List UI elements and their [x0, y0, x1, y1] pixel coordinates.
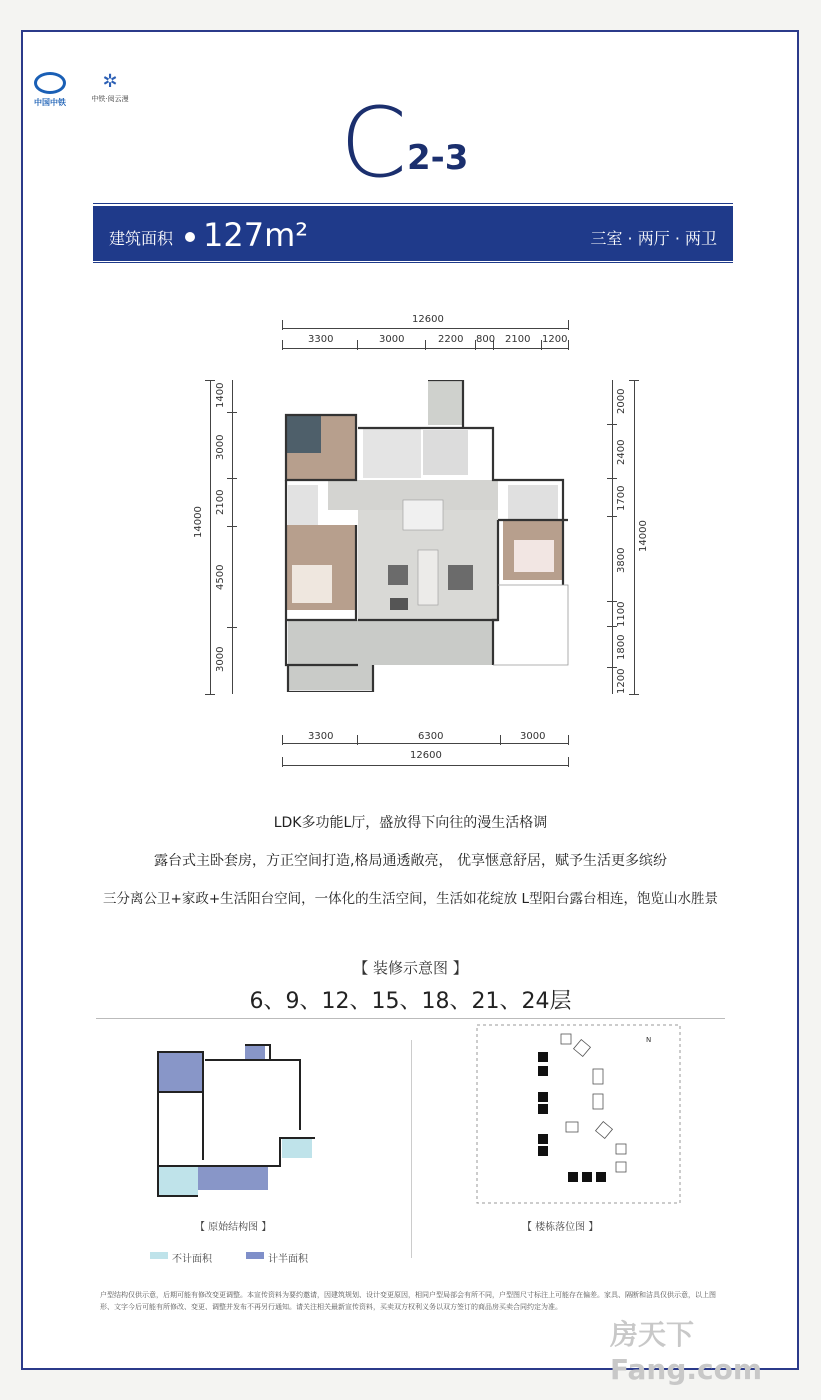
right-dimension: 1700	[616, 485, 627, 511]
left-total-line	[210, 380, 211, 694]
legend-label-excluded: 不计面积	[172, 1254, 212, 1265]
dim-tick	[282, 735, 283, 745]
top-dimension: 3000	[379, 334, 405, 345]
left-dimension: 2100	[215, 489, 226, 515]
right-dimension: 2000	[616, 388, 627, 414]
building-location-diagram	[476, 1024, 681, 1204]
dim-tick	[607, 424, 617, 425]
bottom-total-line	[282, 765, 568, 766]
unit-type-number: 2-3	[407, 138, 469, 178]
right-dimension: 1100	[616, 601, 627, 627]
watermark: 房天下 Fang.com	[610, 1318, 763, 1386]
north-indicator: N	[646, 1036, 652, 1044]
disclaimer-text: 户型结构仅供示意，后期可能有修改变更调整。本宣传资料为要约邀请，因建筑规划、设计变更原因，相同户型局部会有所不同，户型图尺寸标注上可能存在偏差。家具、隔断和洁具仅供示意，以上图形、文字今后可能有所修改、变更、调整并发布不再另行通知。请关注相关最新宣传资料，买卖双方权利义务以双方签订的商品房买卖合同约定为准。	[100, 1291, 716, 1311]
column-divider	[411, 1040, 412, 1258]
bottom-dimension: 3300	[308, 731, 334, 742]
left-total-dimension: 14000	[193, 506, 204, 538]
unit-type-letter: C	[340, 87, 408, 199]
top-dimension: 3300	[308, 334, 334, 345]
dim-tick	[227, 526, 237, 527]
dim-tick	[282, 340, 283, 350]
crec-logo-text: 中国中铁	[34, 98, 66, 107]
dim-tick	[568, 340, 569, 350]
top-total-line	[282, 328, 568, 329]
bottom-total-dimension: 12600	[410, 750, 442, 761]
dim-tick	[568, 320, 569, 330]
section-divider	[96, 1018, 725, 1019]
dim-tick	[500, 735, 501, 745]
top-dimension: 800	[476, 334, 496, 345]
right-dimension: 1200	[616, 668, 627, 694]
top-total-dimension: 12600	[412, 314, 444, 325]
dim-tick	[607, 516, 617, 517]
original-structure-diagram	[150, 1040, 325, 1200]
crec-logo-icon	[34, 72, 66, 94]
feature-line: LDK多功能L厅，盛放得下向往的漫生活格调	[273, 815, 548, 831]
right-dimension: 1800	[616, 634, 627, 660]
area-label: 建筑面积	[109, 229, 174, 248]
left-dimension: 1400	[215, 382, 226, 408]
left-segment-line	[232, 380, 233, 694]
area-banner	[93, 206, 733, 261]
project-logo	[86, 72, 134, 104]
floor-plan-illustration	[278, 380, 574, 692]
area-value: 127m²	[203, 216, 309, 254]
dim-tick	[629, 694, 639, 695]
right-total-line	[634, 380, 635, 694]
right-segment-line	[612, 380, 613, 694]
bottom-dimension: 3000	[520, 731, 546, 742]
dim-tick	[425, 340, 426, 350]
left-dimension: 4500	[215, 564, 226, 590]
feature-line: 三分离公卫+家政+生活阳台空间，一体化的生活空间，生活如花绽放 L型阳台露台相连，饱览山水胜景	[103, 891, 718, 907]
original-structure-caption: 【 原始结构图 】	[195, 1222, 272, 1233]
dim-tick	[357, 735, 358, 745]
dim-tick	[227, 412, 237, 413]
dim-tick	[607, 478, 617, 479]
banner-bottom-rule	[93, 262, 733, 263]
dim-tick	[357, 340, 358, 350]
applicable-floors: 6、9、12、15、18、21、24层	[249, 989, 572, 1014]
flower-logo-icon: ✲	[102, 71, 118, 92]
room-config: 三室 · 两厅 · 两卫	[590, 229, 717, 248]
legend-swatch-half	[246, 1252, 264, 1259]
top-dimension: 2200	[438, 334, 464, 345]
dim-tick	[205, 380, 215, 381]
bottom-segment-line	[282, 743, 568, 744]
bottom-dimension: 6300	[418, 731, 444, 742]
dim-tick	[282, 757, 283, 767]
dim-tick	[568, 757, 569, 767]
building-location-caption: 【 楼栋落位图 】	[522, 1222, 599, 1233]
legend-label-half: 计半面积	[268, 1254, 308, 1265]
left-dimension: 3000	[215, 646, 226, 672]
dim-tick	[568, 735, 569, 745]
dim-tick	[282, 320, 283, 330]
top-dimension: 2100	[505, 334, 531, 345]
left-dimension: 3000	[215, 434, 226, 460]
right-dimension: 2400	[616, 439, 627, 465]
dim-tick	[227, 627, 237, 628]
bullet-icon	[185, 232, 195, 242]
decoration-title: 【 装修示意图 】	[353, 959, 468, 977]
feature-line: 露台式主卧套房，方正空间打造,格局通透敞亮， 优享惬意舒居，赋予生活更多缤纷	[154, 853, 667, 869]
right-dimension: 3800	[616, 547, 627, 573]
right-total-dimension: 14000	[638, 520, 649, 552]
dim-tick	[205, 694, 215, 695]
project-logo-text: 中铁·阅云漫	[91, 95, 129, 103]
banner-top-rule	[93, 203, 733, 204]
crec-logo	[30, 72, 70, 108]
dim-tick	[629, 380, 639, 381]
dim-tick	[227, 478, 237, 479]
top-dimension: 1200	[542, 334, 568, 345]
legend-swatch-excluded	[150, 1252, 168, 1259]
